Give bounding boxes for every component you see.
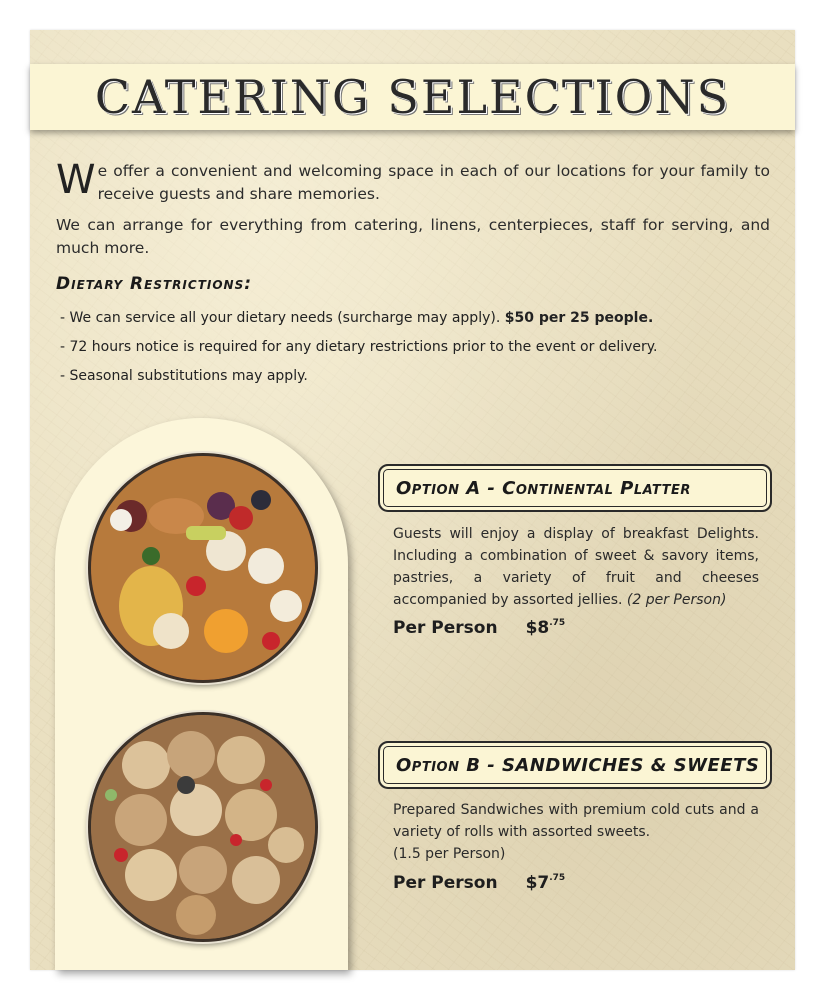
option-a-note: (2 per Person) (626, 592, 727, 608)
intro-paragraph-1-text: e offer a convenient and welcoming space in each of our locations for your family to receive guests and share memories. (97, 162, 770, 203)
option-a-price-row (393, 618, 565, 638)
title-banner (30, 64, 795, 130)
dietary-surcharge: $50 per 25 people. (504, 310, 654, 326)
option-a-price (526, 618, 566, 638)
list-item: - Seasonal substitutions may apply. (60, 368, 308, 384)
list-item (60, 306, 658, 335)
dietary-restrictions-list (60, 306, 658, 393)
option-a-description-text: Guests will enjoy a display of breakfast Delights. Including a combination of sweet & savory items, pastries, a variety of fruit and cheeses accompanied by assorted jellies. (393, 526, 759, 608)
dietary-restrictions-heading: Dietary Restrictions: (56, 274, 253, 294)
option-b-heading-box (378, 741, 772, 789)
option-b-note: (1.5 per Person) (393, 846, 506, 862)
option-b-description (393, 799, 759, 865)
dietary-item-1-text: - We can service all your dietary needs (surcharge may apply). (60, 310, 501, 326)
drop-cap: W (56, 157, 96, 203)
option-b-price-label: Per Person (393, 873, 498, 893)
intro-paragraph-2: We can arrange for everything from catering, linens, centerpieces, staff for serving, and much more. (56, 216, 770, 257)
option-b-price-cents: .75 (549, 873, 566, 883)
sandwiches-platter-photo (88, 712, 318, 942)
option-a-price-label: Per Person (393, 618, 498, 638)
sandwiches-platter-illustration (91, 715, 315, 939)
option-a-price-cents: .75 (549, 618, 566, 628)
continental-platter-illustration (91, 456, 315, 680)
option-a-title: Option A - Continental Platter (396, 477, 691, 499)
option-b-description-text: Prepared Sandwiches with premium cold cuts and a variety of rolls with assorted sweets. (393, 802, 759, 840)
list-item: - 72 hours notice is required for any dietary restrictions prior to the event or delivery. (60, 339, 658, 355)
option-a-price-main: $8 (525, 618, 550, 638)
option-a-heading-box (378, 464, 772, 512)
option-a-description (393, 523, 759, 611)
option-b-price-row (393, 873, 565, 893)
intro-text (56, 157, 770, 268)
intro-paragraph-1 (56, 157, 770, 206)
page-title: CATERING SELECTIONS (94, 70, 731, 124)
option-b-price (526, 873, 566, 893)
continental-platter-photo (88, 453, 318, 683)
option-b-price-main: $7 (525, 873, 550, 893)
option-b-title: Option B - SANDWICHES & SWEETS (396, 754, 760, 776)
